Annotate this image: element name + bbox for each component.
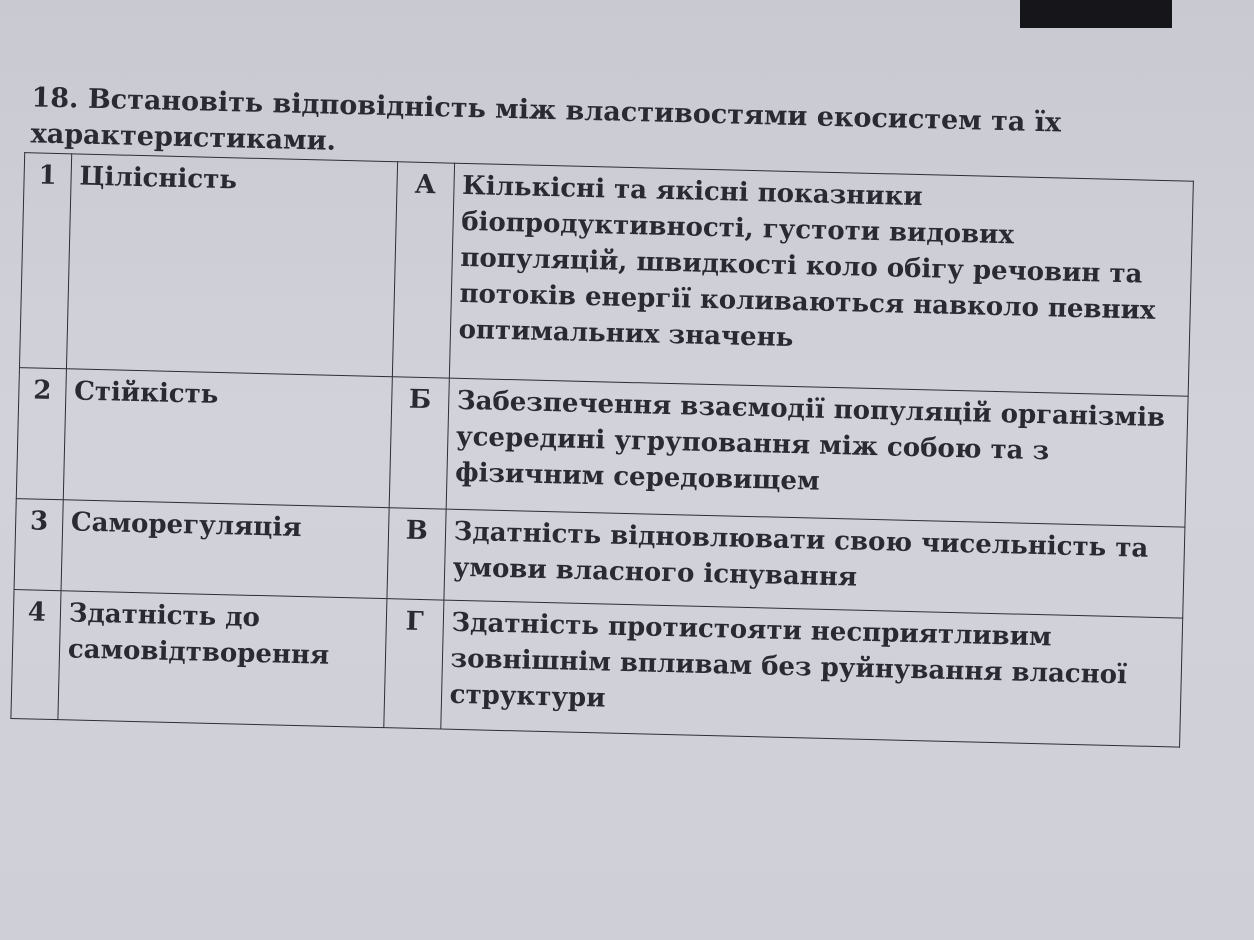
worksheet-page bbox=[2, 80, 1218, 769]
table-row bbox=[11, 590, 1183, 748]
matching-table bbox=[10, 152, 1194, 747]
dark-object-corner bbox=[1020, 0, 1172, 28]
property-cell: Цілісність bbox=[66, 154, 397, 377]
table-row bbox=[19, 153, 1193, 396]
row-number: 2 bbox=[16, 368, 66, 500]
description-cell: Забезпечення взаємодії популяцій організмів усередині угруповання між собою та з фізичним середовищем bbox=[446, 378, 1188, 527]
property-cell: Саморегуляція bbox=[61, 500, 389, 599]
row-number: 3 bbox=[14, 499, 63, 591]
option-letter: Г bbox=[384, 599, 444, 729]
description-cell: Кількісні та якісні показники біопродуктивності, густоти видових популяцій, швидкості коло обігу речовин та потоків енергії коливаються навколо певних оптимальних значень bbox=[449, 163, 1193, 396]
description-cell: Здатність відновлювати свою чисельність та умови власного існування bbox=[444, 509, 1185, 618]
option-letter: Б bbox=[389, 377, 449, 509]
row-number: 1 bbox=[19, 153, 71, 369]
property-cell: Стійкість bbox=[63, 369, 392, 508]
description-cell: Здатність протистояти несприятливим зовнішнім впливам без руйнування власної структури bbox=[440, 600, 1182, 747]
row-number: 4 bbox=[11, 590, 61, 720]
option-letter: А bbox=[392, 162, 454, 378]
property-cell: Здатність до самовідтворення bbox=[58, 591, 387, 728]
question-title: 18. Встановіть відповідність між властивостями екосистем та їх характеристиками. bbox=[30, 82, 1062, 157]
option-letter: В bbox=[387, 508, 446, 600]
